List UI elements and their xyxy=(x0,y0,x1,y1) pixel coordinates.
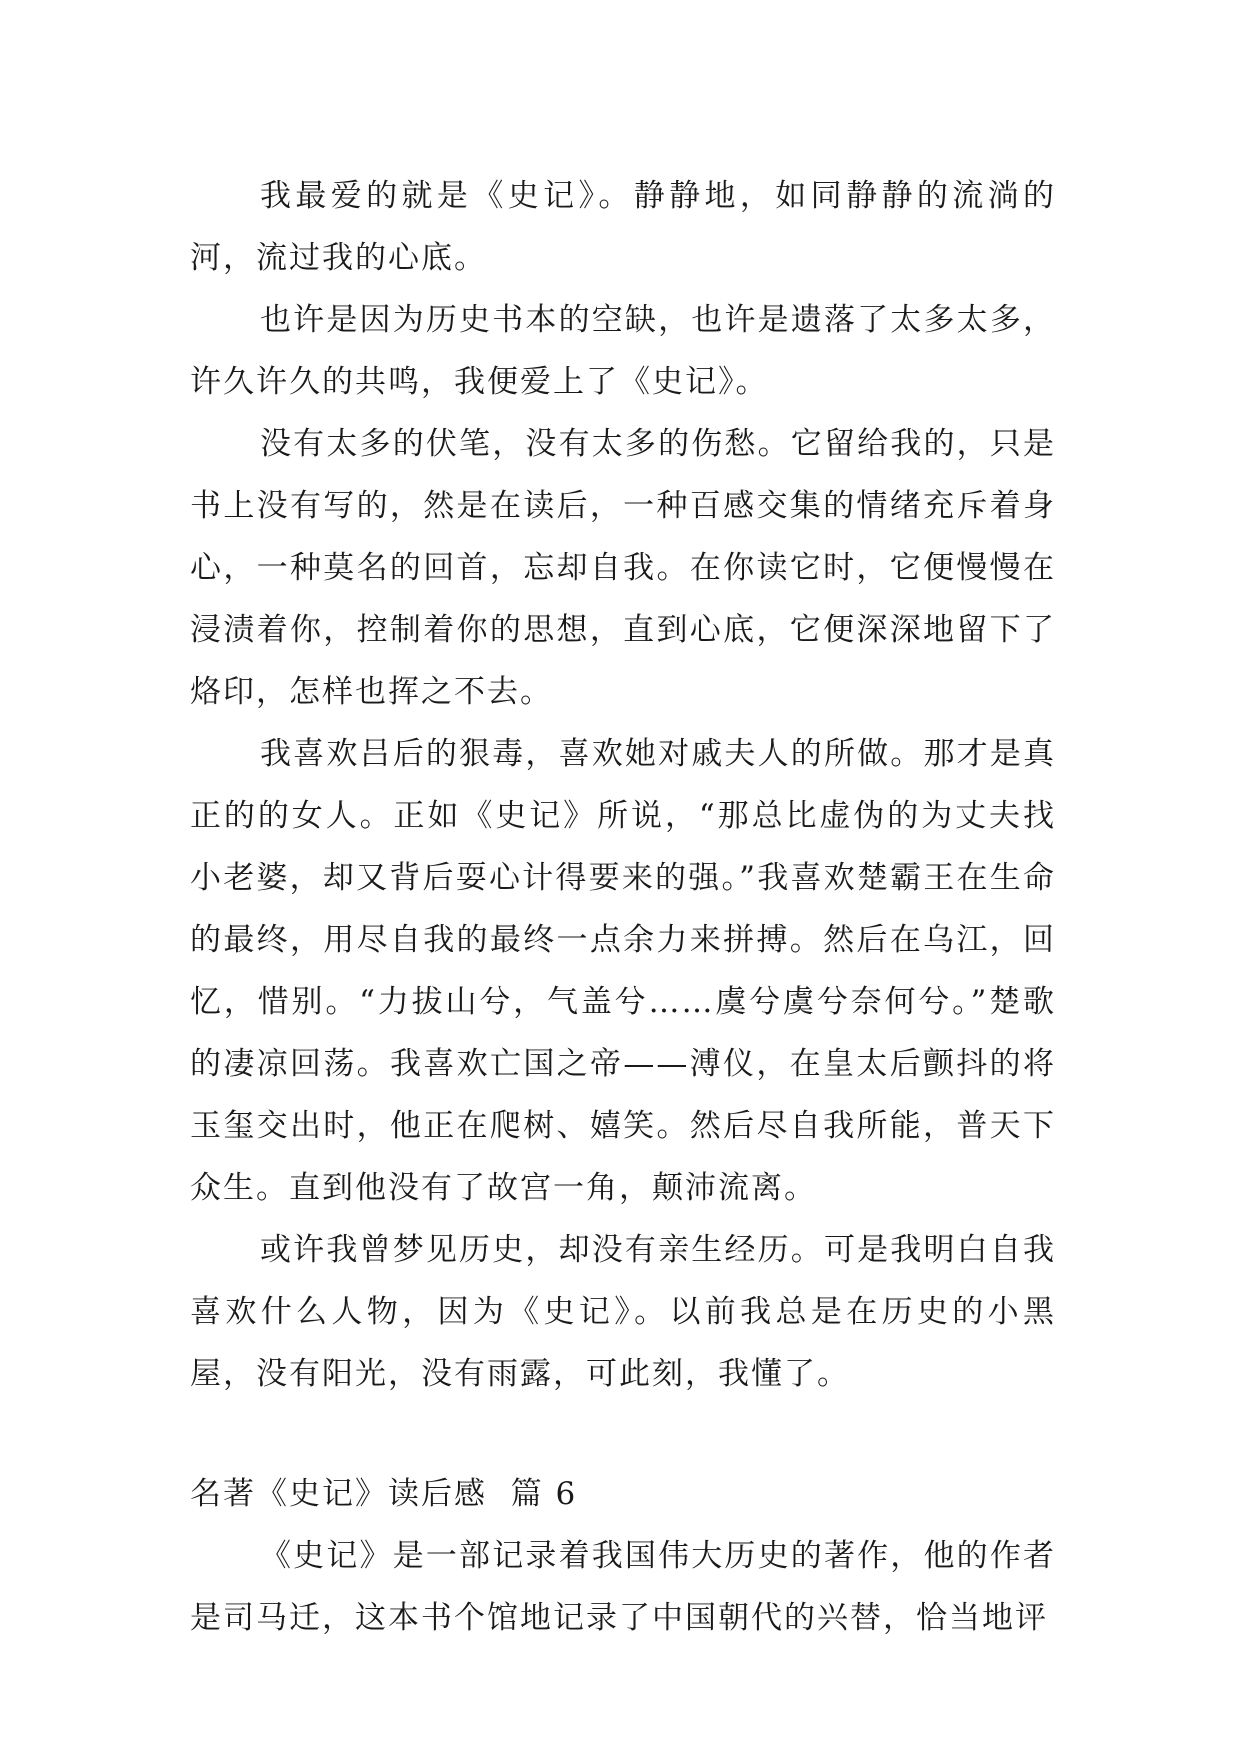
paragraph-5: 或许我曾梦见历史，却没有亲生经历。可是我明白自我喜欢什么人物，因为《史记》。以前我总是在历史的小黑屋，没有阳光，没有雨露，可此刻，我懂了。 xyxy=(190,1232,1056,1392)
section-paragraph-1: 《史记》是一部记录着我国伟大历史的著作，他的作者是司马迁，这本书个馆地记录了中国朝代的兴替，恰当地评 xyxy=(190,1538,1056,1636)
paragraph-1: 我最爱的就是《史记》。静静地，如同静静的流淌的河，流过我的心底。 xyxy=(190,178,1056,276)
document-body xyxy=(190,165,1056,1649)
paragraph-3: 没有太多的伏笔，没有太多的伤愁。它留给我的，只是书上没有写的，然是在读后，一种百感交集的情绪充斥着身心，一种莫名的回首，忘却自我。在你读它时，它便慢慢在浸渍着你，控制着你的思想，直到心底，它便深深地留下了烙印，怎样也挥之不去。 xyxy=(190,426,1056,710)
section-heading: 名著《史记》读后感 篇 6 xyxy=(190,1476,578,1512)
paragraph-4: 我喜欢吕后的狠毒，喜欢她对戚夫人的所做。那才是真正的的女人。正如《史记》所说，“那总比虚伪的为丈夫找小老婆，却又背后耍心计得要来的强。”我喜欢楚霸王在生命的最终，用尽自我的最终一点余力来拼搏。然后在乌江，回忆，惜别。“力拔山兮，气盖兮……虞兮虞兮奈何兮。”楚歌的凄凉回荡。我喜欢亡国之帝——溥仪，在皇太后颤抖的将玉玺交出时，他正在爬树、嬉笑。然后尽自我所能，普天下众生。直到他没有了故宫一角，颠沛流离。 xyxy=(190,736,1056,1206)
paragraph-2: 也许是因为历史书本的空缺，也许是遗落了太多太多，许久许久的共鸣，我便爱上了《史记》。 xyxy=(190,302,1056,400)
